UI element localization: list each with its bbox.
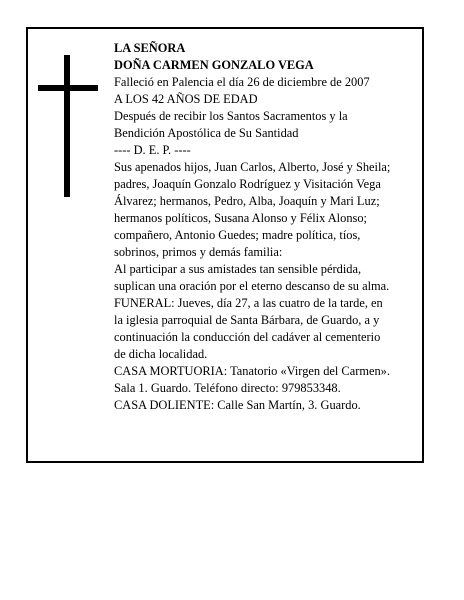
honorific-line: LA SEÑORA — [114, 41, 186, 55]
request-line: suplican una oración por el eterno descanso de su alma. — [114, 279, 390, 293]
family-line: padres, Joaquín Gonzalo Rodríguez y Visitación Vega — [114, 177, 381, 191]
request-line: Al participar a sus amistades tan sensible pérdida, — [114, 262, 362, 276]
sacraments-line: Bendición Apostólica de Su Santidad — [114, 126, 299, 140]
sacraments-line: Después de recibir los Santos Sacramentos y la — [114, 109, 348, 123]
death-date-line: Falleció en Palencia el día 26 de diciembre de 2007 — [114, 75, 370, 89]
latin-cross-icon — [38, 55, 98, 197]
funeral-line: la iglesia parroquial de Santa Bárbara, de Guardo, a y — [114, 313, 380, 327]
family-line: Álvarez; hermanos, Pedro, Alba, Joaquín y Mari Luz; — [114, 194, 380, 208]
deceased-name: DOÑA CARMEN GONZALO VEGA — [114, 58, 314, 72]
family-line: hermanos políticos, Susana Alonso y Félix Alonso; — [114, 211, 367, 225]
age-line: A LOS 42 AÑOS DE EDAD — [114, 92, 258, 106]
funeral-line: FUNERAL: Jueves, día 27, a las cuatro de la tarde, en — [114, 296, 383, 310]
funeral-line: continuación la conducción del cadáver al cementerio — [114, 330, 381, 344]
family-line: compañero, Antonio Guedes; madre política, tíos, — [114, 228, 361, 242]
cross-horizontal-bar — [38, 85, 98, 91]
obituary-text — [114, 40, 424, 414]
funeral-line: de dicha localidad. — [114, 347, 208, 361]
home-line: CASA DOLIENTE: Calle San Martín, 3. Guardo. — [114, 398, 361, 412]
family-line: Sus apenados hijos, Juan Carlos, Alberto, José y Sheila; — [114, 160, 391, 174]
family-line: sobrinos, primos y demás familia: — [114, 245, 283, 259]
cross-vertical-bar — [64, 55, 70, 197]
rip-line: ---- D. E. P. ---- — [114, 143, 191, 157]
mortuary-line: CASA MORTUORIA: Tanatorio «Virgen del Carmen». — [114, 364, 390, 378]
mortuary-line: Sala 1. Guardo. Teléfono directo: 979853348. — [114, 381, 341, 395]
